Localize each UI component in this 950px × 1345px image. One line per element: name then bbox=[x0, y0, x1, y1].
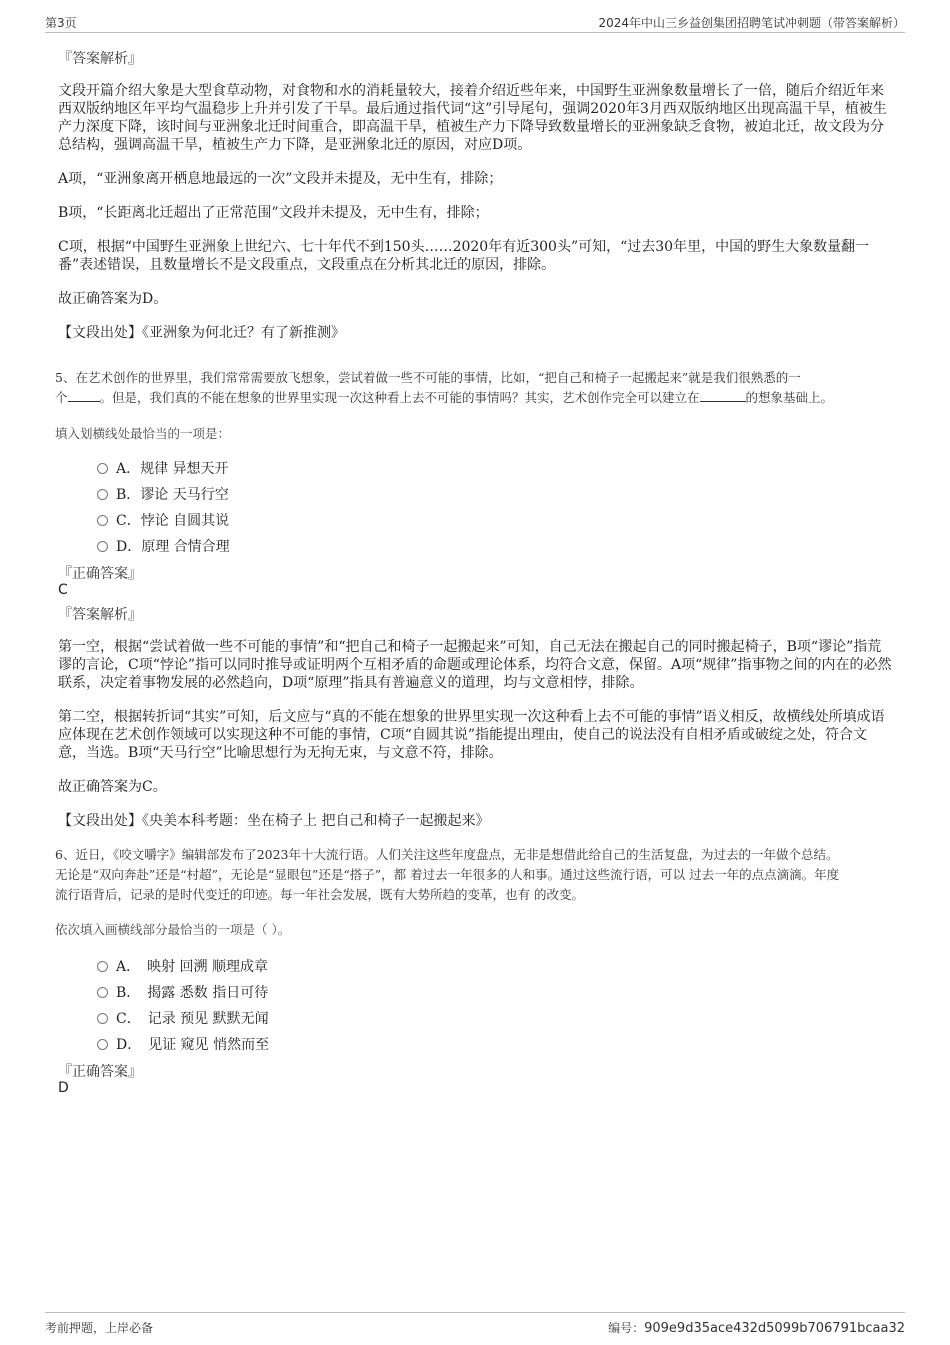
analysis-label: 『答案解析』 bbox=[58, 607, 142, 623]
document-title: 2024年中山三乡益创集团招聘笔试冲刺题（带答案解析） bbox=[598, 16, 905, 30]
option-label: C．悖论 自圆其说 bbox=[116, 513, 230, 529]
page-header bbox=[45, 12, 905, 33]
footer-slogan: 考前押题，上岸必备 bbox=[45, 1321, 154, 1335]
question-prompt: 填入划横线处最恰当的一项是： bbox=[55, 426, 231, 441]
source-citation: 【文段出处】《央美本科考题：坐在椅子上 把自己和椅子一起搬起来》 bbox=[58, 813, 490, 829]
question-prompt: 依次填入画横线部分最恰当的一项是（ ）。 bbox=[55, 922, 291, 937]
question-line: 无论是“双向奔赴”还是“村超”，无论是“显眼包”还是“搭子”，都 着过去一年很多的人和事。通过这些流行语，可以 过去一年的点点滴滴。年度 bbox=[55, 867, 840, 882]
analysis-paragraph: 第一空，根据“尝试着做一些不可能的事情”和“把自己和椅子一起搬起来”可知，自己无法在搬起自己的同时搬起椅子，B项“谬论”指荒谬的言论，C项“悖论”指可以同时推导或证明两个互相矛盾的命题或理论体系，均符合文意，保留。A项“规律”指事物之间的内在的必然联系，决定着事物发展的必然趋向，D项“原理”指具有普遍意义的道理，均与文意相悖，排除。 bbox=[58, 639, 892, 691]
option-label: B． 揭露 悉数 指日可待 bbox=[116, 985, 269, 1001]
option-a[interactable] bbox=[97, 458, 229, 478]
radio-icon[interactable] bbox=[97, 541, 108, 552]
option-label: C． 记录 预见 默默无闻 bbox=[116, 1011, 269, 1027]
question-fragment: 个 bbox=[55, 390, 68, 405]
question-fragment: 。但是，我们真的不能在想象的世界里实现一次这种看上去不可能的事情吗？其实，艺术创作完全可以建立在 bbox=[99, 390, 700, 405]
option-b[interactable] bbox=[97, 484, 229, 504]
radio-icon[interactable] bbox=[97, 515, 108, 526]
option-d[interactable] bbox=[97, 536, 230, 556]
analysis-paragraph: B项，“长距离北迁超出了正常范围”文段并未提及，无中生有，排除； bbox=[58, 205, 489, 221]
answer-statement: 故正确答案为D。 bbox=[58, 291, 168, 307]
option-d[interactable] bbox=[97, 1034, 269, 1054]
option-label: D． 见证 窥见 悄然而至 bbox=[116, 1037, 270, 1053]
radio-icon[interactable] bbox=[97, 489, 108, 500]
fill-blank bbox=[700, 389, 746, 402]
question-line: 6、近日，《咬文嚼字》编辑部发布了2023年十大流行语。人们关注这些年度盘点，无非是想借此给自己的生活复盘，为过去的一年做个总结。 bbox=[55, 847, 839, 862]
radio-icon[interactable] bbox=[97, 987, 108, 998]
code-label: 编号： bbox=[608, 1321, 645, 1335]
source-citation: 【文段出处】《亚洲象为何北迁？有了新推测》 bbox=[58, 325, 345, 341]
correct-answer-label: 『正确答案』 bbox=[58, 566, 142, 582]
option-label: A． 映射 回溯 顺理成章 bbox=[116, 959, 269, 975]
radio-icon[interactable] bbox=[97, 463, 108, 474]
correct-answer: C bbox=[58, 582, 68, 598]
question-6-text bbox=[55, 845, 905, 905]
question-5-text bbox=[55, 368, 905, 408]
question-line: 5、在艺术创作的世界里，我们常常需要放飞想象，尝试着做一些不可能的事情，比如，“把自己和椅子一起搬起来”就是我们很熟悉的一 bbox=[55, 370, 801, 385]
radio-icon[interactable] bbox=[97, 1039, 108, 1050]
question-line: 流行语背后，记录的是时代变迁的印迹。每一年社会发展，既有大势所趋的变革，也有 的改变。 bbox=[55, 887, 584, 902]
page-number: 第3页 bbox=[45, 16, 77, 30]
option-label: A．规律 异想天开 bbox=[116, 461, 229, 477]
option-c[interactable] bbox=[97, 510, 229, 530]
analysis-paragraph: 第二空，根据转折词“其实”可知，后文应与“真的不能在想象的世界里实现一次这种看上去不可能的事情”语义相反，故横线处所填成语应体现在艺术创作领域可以实现这种不可能的事情，C项“自圆其说”指能提出理由，使自己的说法没有自相矛盾或破绽之处，符合文意，当选。B项“天马行空”比喻思想行为无拘无束，与文意不符，排除。 bbox=[58, 709, 885, 761]
analysis-paragraph: A项，“亚洲象离开栖息地最远的一次”文段并未提及，无中生有，排除； bbox=[58, 171, 503, 187]
fill-blank bbox=[68, 389, 100, 402]
answer-statement: 故正确答案为C。 bbox=[58, 779, 167, 795]
option-c[interactable] bbox=[97, 1008, 269, 1028]
analysis-paragraph: 文段开篇介绍大象是大型食草动物，对食物和水的消耗量较大，接着介绍近些年来，中国野生亚洲象数量增长了一倍，随后介绍近年来西双版纳地区年平均气温稳步上升并引发了干旱。最后通过指代词“这”引导尾句，强调2020年3月西双版纳地区出现高温干旱，植被生产力深度下降，该时间与亚洲象北迁时间重合，即高温干旱，植被生产力下降导致数量增长的亚洲象缺乏食物，被迫北迁，故文段为分总结构，强调高温干旱，植被生产力下降，是亚洲象北迁的原因，对应D项。 bbox=[58, 83, 887, 153]
analysis-paragraph: C项，根据“中国野生亚洲象上世纪六、七十年代不到150头……2020年有近300头”可知，“过去30年里，中国的野生大象数量翻一番”表述错误，且数量增长不是文段重点，文段重点在分析其北迁的原因，排除。 bbox=[58, 239, 870, 273]
radio-icon[interactable] bbox=[97, 1013, 108, 1024]
page-footer bbox=[45, 1312, 905, 1337]
question-line bbox=[55, 388, 905, 408]
analysis-label: 『答案解析』 bbox=[58, 51, 142, 67]
radio-icon[interactable] bbox=[97, 961, 108, 972]
correct-answer: D bbox=[58, 1080, 69, 1096]
document-code bbox=[608, 1319, 905, 1336]
option-a[interactable] bbox=[97, 956, 268, 976]
correct-answer-label: 『正确答案』 bbox=[58, 1064, 142, 1080]
option-label: B．谬论 天马行空 bbox=[116, 487, 229, 503]
code-value: 909e9d35ace432d5099b706791bcaa32 bbox=[644, 1321, 905, 1336]
question-fragment: 的想象基础上。 bbox=[745, 390, 834, 405]
option-label: D．原理 合情合理 bbox=[116, 539, 230, 555]
option-b[interactable] bbox=[97, 982, 268, 1002]
